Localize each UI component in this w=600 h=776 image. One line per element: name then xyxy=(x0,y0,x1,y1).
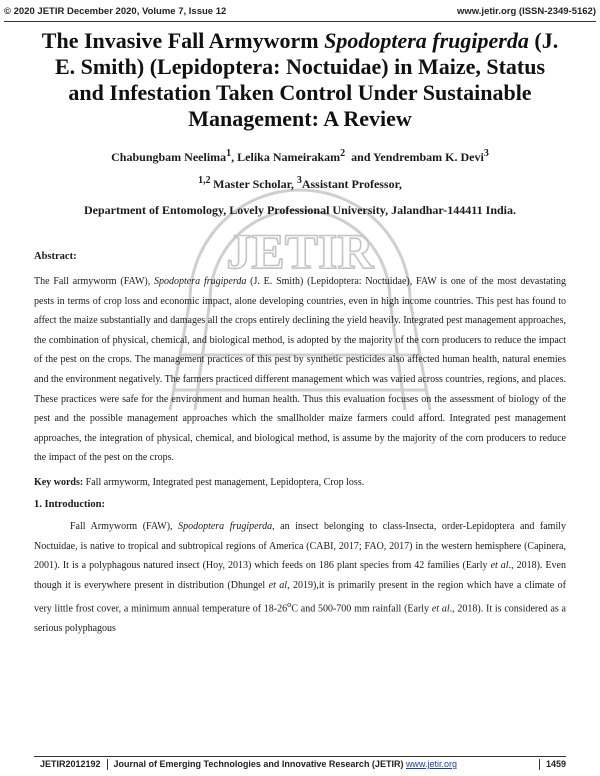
author-list: Chabungbam Neelima$^1$, Lelika Nameirakam$^2$ and Yendrembam K. Devi$^3$ xyxy=(111,148,489,164)
department-line: Department of Entomology, Lovely Professional University, Jalandhar-144411 India. xyxy=(83,203,516,217)
author-affiliation: $^{1,2}$ Master Scholar, $^3$Assistant Professor, xyxy=(198,175,402,191)
keywords: Key words: Fall armyworm, Integrated pest management, Lepidoptera, Crop loss. xyxy=(34,476,365,488)
header-issn: www.jetir.org (ISSN-2349-5162) xyxy=(456,6,596,17)
keywords-label: Key words: xyxy=(34,476,84,488)
footer-rule xyxy=(34,756,566,757)
paper-title: The Invasive Fall Armyworm Spodoptera frugiperda (J. E. Smith) (Lepidoptera: Noctuidae) in Maize, Status and Infestation Taken Control Under Sustainable Management: A Review xyxy=(41,28,559,131)
abstract-text: The Fall armyworm (FAW), Spodoptera frugiperda (J. E. Smith) (Lepidoptera: Noctuidae), FAW is one of the most devastating pests in terms of crop loss and economic impact, alone developing countries, even in high income countries. This pest has found to affect the maize substantially and damages all the crops entirely declining the yield heavily. Integrated pest management approaches, the combination of physical, chemical, and biological method, is adopted by the majority of the corn producers to reduce the impact of the pest on the crops. The management practices of this pest by synthetic pesticides also affected human health, natural enemies and the environment negatively. The farmers practiced different management which was varied across countries, regions, and places. These practices were safe for the environment and human health. Thus this evaluation focuses on the assessment of biology of the pest and the possible management approaches which the smallholder maize farmers could afford. Integrated pest management approaches, the integration of physical, chemical, and biological method, is assume by the majority of the corn producers to reduce the impact of the pest on the crops. xyxy=(34,276,567,464)
abstract-heading: Abstract: xyxy=(34,251,77,262)
footer-paper-id: JETIR2012192 xyxy=(40,759,101,769)
footer-journal: Journal of Emerging Technologies and Innovative Research (JETIR) xyxy=(113,759,406,769)
running-header xyxy=(4,6,596,20)
watermark-text: JETIR xyxy=(226,223,374,279)
header-citation: © 2020 JETIR December 2020, Volume 7, Issue 12 xyxy=(4,6,227,17)
header-rule xyxy=(4,21,596,22)
page-number: 1459 xyxy=(545,759,566,769)
intro-heading: 1. Introduction: xyxy=(34,498,105,510)
intro-text: Fall Armyworm (FAW), Spodoptera frugiperda, an insect belonging to class-Insecta, order-Lepidoptera and family Noctuidae, is native to tropical and subtropical regions of America (CABI, 2017; FAO, 2017) in the western hemisphere (Capinera, 2001). It is a polyphagous natured insect (Hoy, 2013) which feeds on 186 plant species from 42 families (Early et al., 2018). Even though it is everywhere present in distribution (Dhungel et al, 2019),it is primarily present in the region which have a climate of very little frost cover, a minimum annual temperature of 18-26$^o$C and 500-700 mm rainfall (Early et al., 2018). It is considered as a serious polyphagous xyxy=(34,520,566,634)
paper-body xyxy=(34,28,566,634)
running-footer xyxy=(40,759,566,773)
footer-journal-link[interactable]: www.jetir.org xyxy=(405,759,457,769)
title-species: Spodoptera frugiperda xyxy=(324,28,529,53)
